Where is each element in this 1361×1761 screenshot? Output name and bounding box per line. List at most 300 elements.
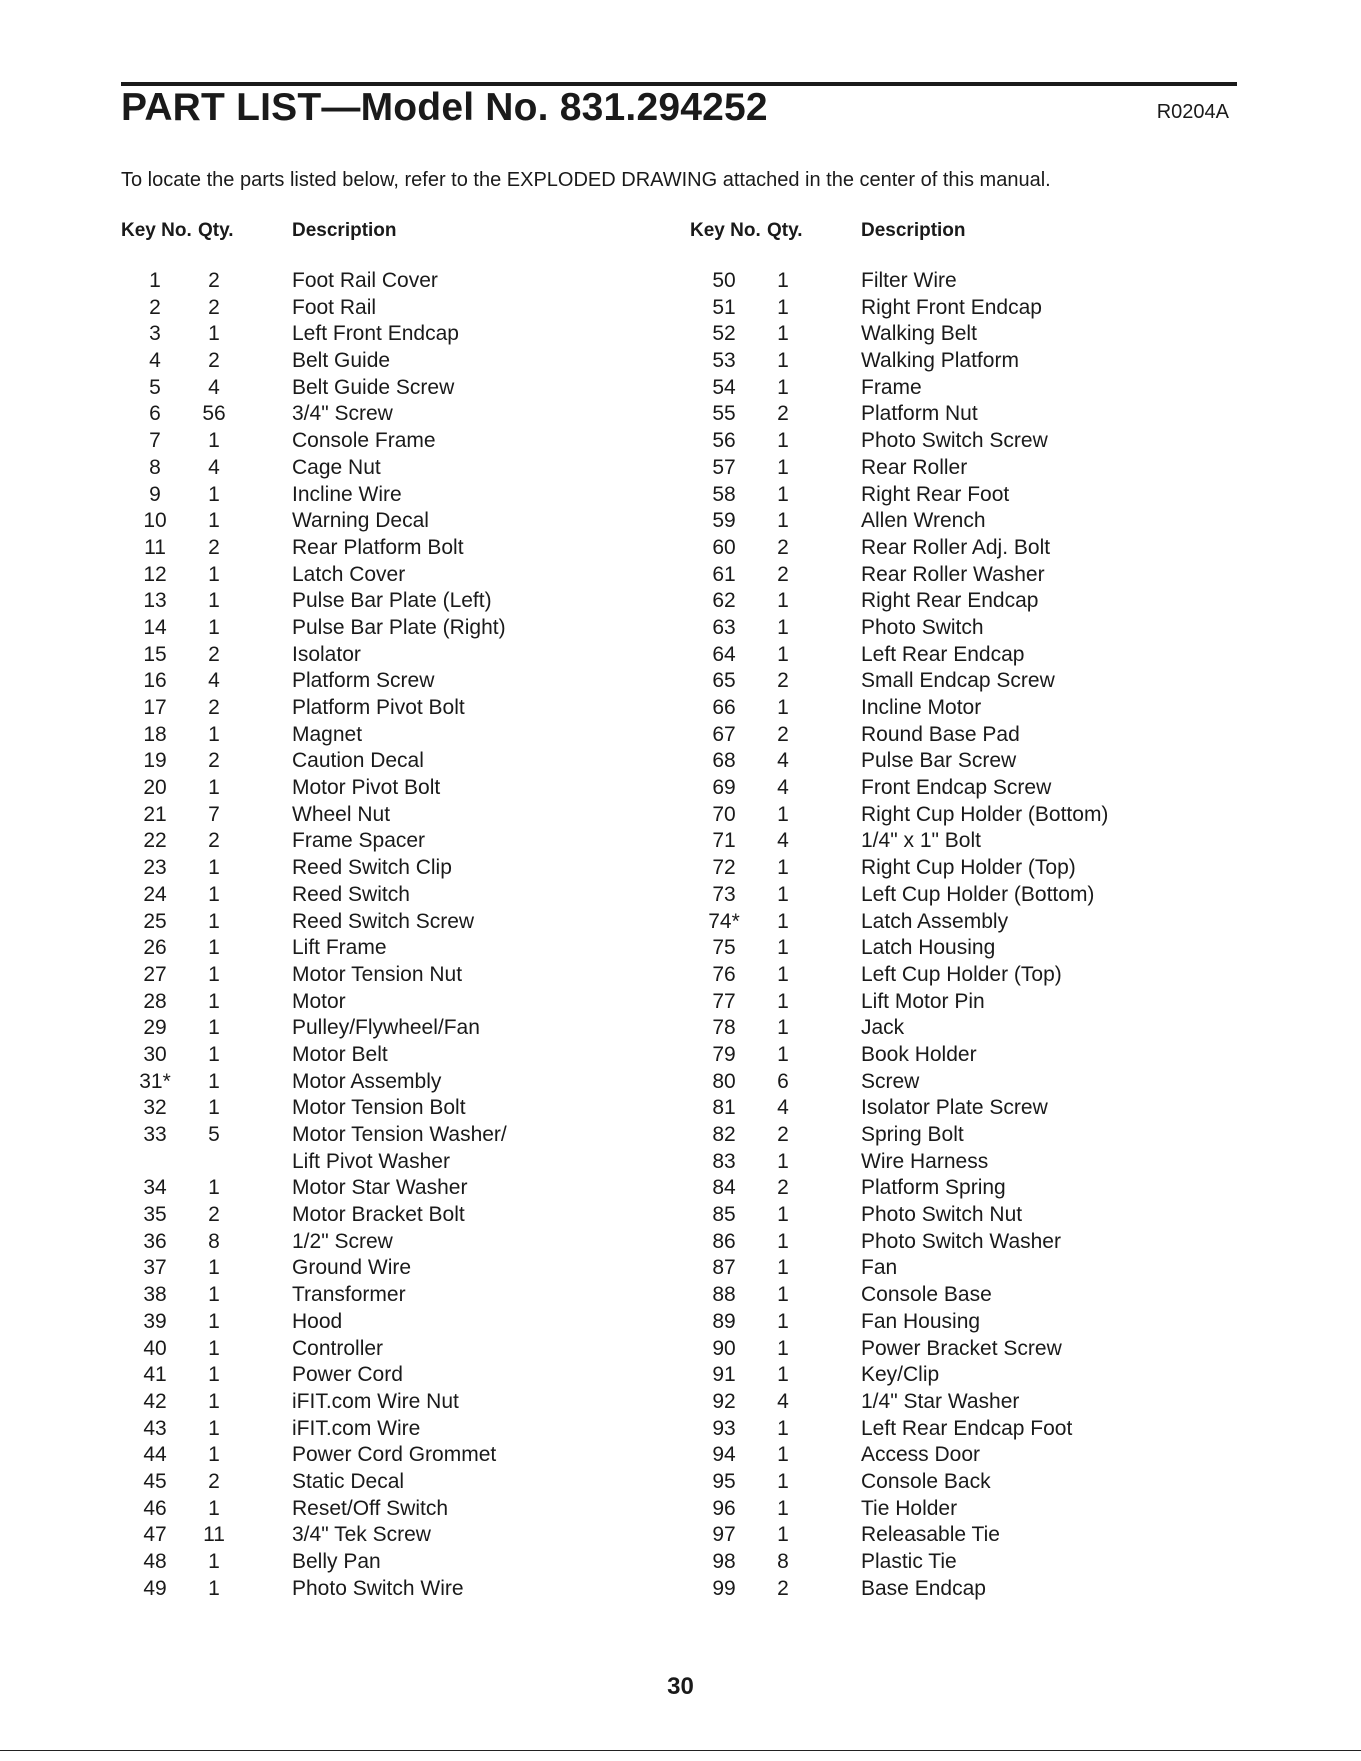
part-key-number: 86 [712,1229,736,1253]
part-key-number: 99 [712,1576,736,1600]
part-row [121,1255,681,1282]
part-key-number: 12 [143,562,167,586]
part-description: Transformer [292,1283,406,1307]
part-row [121,295,681,322]
part-quantity: 1 [208,1309,220,1333]
part-quantity: 1 [777,269,789,292]
part-quantity: 4 [208,455,220,479]
part-row [121,962,681,989]
part-row [690,642,1250,669]
part-key-number: 23 [143,856,167,880]
part-key-number: 35 [143,1203,167,1227]
part-key-number: 33 [143,1123,167,1146]
part-key-number: 53 [712,349,736,373]
part-quantity: 2 [208,269,220,292]
part-description: Allen Wrench [861,509,986,533]
part-row [121,588,681,615]
part-key-number: 92 [712,1389,736,1413]
part-row [690,775,1250,802]
part-row [121,428,681,455]
part-key-number: 5 [149,375,161,399]
part-description: Left Front Endcap [292,322,459,346]
part-quantity: 1 [777,1336,789,1360]
intro-text: To locate the parts listed below, refer to the EXPLODED DRAWING attached in the center of this manual. [121,169,1051,191]
part-key-number: 13 [143,589,167,613]
part-key-number: 3 [149,322,161,346]
part-row [690,1069,1250,1096]
part-quantity: 2 [777,1576,789,1600]
part-description: Pulse Bar Screw [861,749,1017,773]
part-quantity: 4 [208,375,220,399]
part-quantity: 5 [208,1123,220,1146]
part-row [121,562,681,589]
part-quantity: 1 [777,882,789,906]
part-quantity: 1 [777,295,789,319]
part-row [690,1576,1250,1603]
part-quantity: 1 [777,455,789,479]
part-quantity: 1 [208,1256,220,1280]
part-key-number: 22 [143,829,167,853]
part-row [121,1576,681,1603]
part-row [121,1095,681,1122]
part-quantity: 1 [208,962,220,986]
part-key-number: 89 [712,1309,736,1333]
part-key-number: 30 [143,1042,167,1066]
part-key-number: 55 [712,402,736,426]
part-description: Jack [861,1016,905,1040]
part-description: Ground Wire [292,1256,412,1280]
part-description: Lift Motor Pin [861,989,985,1013]
part-key-number: 77 [712,989,736,1013]
right-header-description: Description [861,220,966,241]
part-key-number: 41 [143,1363,167,1387]
part-key-number: 79 [712,1042,736,1066]
part-key-number: 85 [712,1203,736,1227]
page-number: 30 [667,1673,694,1700]
part-key-number: 14 [143,615,167,639]
part-key-number: 65 [712,669,736,693]
part-key-number: 52 [712,322,736,346]
part-description: Motor Star Washer [292,1176,468,1200]
left-header-key: Key No. [121,220,192,241]
part-quantity: 1 [208,509,220,533]
part-quantity: 1 [208,1283,220,1307]
part-description: iFIT.com Wire Nut [292,1389,459,1413]
part-row [690,882,1250,909]
part-row [121,748,681,775]
part-description: Isolator Plate Screw [861,1096,1048,1120]
part-row [121,1282,681,1309]
part-quantity: 1 [208,615,220,639]
part-key-number: 45 [143,1469,167,1493]
part-description: Console Frame [292,429,436,453]
part-quantity: 2 [777,722,789,746]
part-quantity: 1 [208,1496,220,1520]
part-description: Latch Assembly [861,909,1009,933]
part-row [121,535,681,562]
part-quantity: 1 [208,776,220,800]
part-row [690,1042,1250,1069]
part-description: 1/2" Screw [292,1229,393,1253]
part-quantity: 6 [777,1069,789,1093]
part-description: Right Front Endcap [861,295,1042,319]
part-key-number: 98 [712,1550,736,1573]
part-description: Power Cord Grommet [292,1443,497,1467]
part-key-number: 71 [712,829,736,853]
part-key-number: 88 [712,1283,736,1307]
part-description: Photo Switch [861,615,984,639]
part-quantity: 1 [777,509,789,533]
part-quantity: 2 [208,1469,220,1493]
page-title: PART LIST—Model No. 831.294252 [121,86,768,129]
part-row [690,855,1250,882]
part-description: Left Rear Endcap Foot [861,1416,1073,1440]
part-row [121,668,681,695]
part-row [690,1149,1250,1176]
part-key-number: 48 [143,1550,167,1573]
part-row [690,321,1250,348]
part-row [690,1469,1250,1496]
part-key-number: 81 [712,1096,736,1120]
part-row [690,1549,1250,1576]
part-row [121,321,681,348]
part-quantity: 4 [777,1096,789,1120]
part-description: Motor Belt [292,1042,388,1066]
part-quantity: 1 [777,1016,789,1040]
part-description: Spring Bolt [861,1123,964,1146]
part-key-number: 91 [712,1363,736,1387]
part-row [690,1015,1250,1042]
part-description: Power Bracket Screw [861,1336,1062,1360]
part-description: Motor Tension Nut [292,962,463,986]
part-row [690,1309,1250,1336]
part-description: Right Cup Holder (Bottom) [861,802,1109,826]
part-description: Cage Nut [292,455,381,479]
part-key-number: 31* [139,1069,171,1093]
part-row [121,909,681,936]
part-description: Small Endcap Screw [861,669,1055,693]
part-description: Isolator [292,642,361,666]
part-key-number: 57 [712,455,736,479]
part-quantity: 1 [777,322,789,346]
part-row [121,1069,681,1096]
part-description: Rear Roller Washer [861,562,1045,586]
part-row [690,1522,1250,1549]
part-row [690,295,1250,322]
part-description: Reed Switch [292,882,410,906]
part-description: Rear Roller [861,455,968,479]
part-key-number: 39 [143,1309,167,1333]
part-quantity: 2 [208,295,220,319]
part-key-number: 64 [712,642,736,666]
part-description: Photo Switch Screw [861,429,1048,453]
part-description: Right Rear Endcap [861,589,1039,613]
part-quantity: 1 [777,989,789,1013]
part-quantity: 1 [208,1069,220,1093]
part-quantity: 1 [777,1523,789,1547]
part-key-number: 26 [143,936,167,960]
part-row [690,1416,1250,1443]
part-description: Motor Tension Bolt [292,1096,466,1120]
part-description: Motor [292,989,346,1013]
part-key-number: 59 [712,509,736,533]
part-quantity: 8 [777,1550,789,1573]
part-description: Belly Pan [292,1550,381,1573]
part-row [690,962,1250,989]
part-quantity: 56 [202,402,226,426]
part-key-number: 7 [149,429,161,453]
parts-list-right [690,268,1250,1602]
part-quantity: 2 [208,749,220,773]
part-description: Foot Rail [292,295,377,319]
part-row [690,1389,1250,1416]
part-row [690,1496,1250,1523]
part-description: Reed Switch Screw [292,909,475,933]
part-row [690,428,1250,455]
part-key-number: 84 [712,1176,736,1200]
part-key-number: 28 [143,989,167,1013]
part-description: Screw [861,1069,920,1093]
part-quantity: 1 [777,375,789,399]
part-description: Platform Screw [292,669,435,693]
part-description: Wire Harness [861,1149,989,1173]
part-row [690,1202,1250,1229]
part-row [121,1522,681,1549]
part-key-number: 15 [143,642,167,666]
part-description: Belt Guide Screw [292,375,455,399]
part-row [121,642,681,669]
part-key-number: 2 [149,295,161,319]
part-key-number: 43 [143,1416,167,1440]
part-description: Motor Tension Washer/ [292,1123,507,1146]
part-row [690,989,1250,1016]
part-quantity: 1 [208,1096,220,1120]
part-key-number: 25 [143,909,167,933]
part-key-number: 97 [712,1523,736,1547]
part-key-number: 82 [712,1123,736,1146]
part-key-number: 76 [712,962,736,986]
part-quantity: 4 [777,829,789,853]
part-key-number: 46 [143,1496,167,1520]
part-row [121,1015,681,1042]
part-quantity: 1 [777,802,789,826]
part-description: Reset/Off Switch [292,1496,449,1520]
part-row [690,268,1250,295]
part-description: Warning Decal [292,509,429,533]
part-description: Wheel Nut [292,802,391,826]
part-description: Plastic Tie [861,1550,957,1573]
part-row [121,1149,681,1176]
part-quantity: 1 [777,1309,789,1333]
part-key-number: 94 [712,1443,736,1467]
part-description: Front Endcap Screw [861,776,1052,800]
part-description: Magnet [292,722,363,746]
part-description: Belt Guide [292,349,391,373]
part-row [121,855,681,882]
part-description: Photo Switch Wire [292,1576,464,1600]
part-quantity: 1 [208,1576,220,1600]
part-description: Lift Pivot Washer [292,1149,450,1173]
part-quantity: 1 [208,589,220,613]
part-row [121,1122,681,1149]
part-quantity: 1 [208,1016,220,1040]
part-key-number: 60 [712,535,736,559]
part-row [690,909,1250,936]
part-description: Frame Spacer [292,829,426,853]
part-key-number: 87 [712,1256,736,1280]
part-row [121,935,681,962]
part-quantity: 1 [208,1416,220,1440]
part-key-number: 8 [149,455,161,479]
part-description: Motor Assembly [292,1069,442,1093]
part-description: 3/4" Screw [292,402,393,426]
part-description: Left Rear Endcap [861,642,1025,666]
part-row [690,935,1250,962]
part-description: Fan Housing [861,1309,981,1333]
part-quantity: 1 [208,1176,220,1200]
part-row [121,828,681,855]
part-description: Base Endcap [861,1576,986,1600]
part-quantity: 1 [777,1256,789,1280]
part-key-number: 21 [143,802,167,826]
part-quantity: 1 [777,1283,789,1307]
part-description: Releasable Tie [861,1523,1000,1547]
part-quantity: 1 [208,1336,220,1360]
part-description: Caution Decal [292,749,424,773]
part-key-number: 62 [712,589,736,613]
part-description: Platform Spring [861,1176,1006,1200]
part-quantity: 1 [777,696,789,719]
part-row [690,1122,1250,1149]
part-row [121,1549,681,1576]
part-key-number: 90 [712,1336,736,1360]
part-quantity: 4 [777,749,789,773]
part-quantity: 2 [777,402,789,426]
part-key-number: 78 [712,1016,736,1040]
part-quantity: 2 [208,829,220,853]
part-quantity: 2 [777,562,789,586]
part-row [690,348,1250,375]
part-description: Round Base Pad [861,722,1020,746]
part-quantity: 2 [777,535,789,559]
part-key-number: 70 [712,802,736,826]
part-key-number: 80 [712,1069,736,1093]
part-key-number: 61 [712,562,736,586]
part-key-number: 32 [143,1096,167,1120]
part-description: 1/4" x 1" Bolt [861,829,981,853]
part-row [690,695,1250,722]
part-quantity: 1 [777,349,789,373]
part-quantity: 1 [208,1443,220,1467]
part-description: Photo Switch Nut [861,1203,1023,1227]
part-row [690,1362,1250,1389]
part-quantity: 1 [208,1042,220,1066]
part-description: Pulse Bar Plate (Right) [292,615,506,639]
part-row [690,508,1250,535]
part-quantity: 2 [208,1203,220,1227]
part-key-number: 38 [143,1283,167,1307]
part-quantity: 1 [208,1363,220,1387]
part-row [121,1416,681,1443]
part-description: Motor Bracket Bolt [292,1203,465,1227]
part-key-number: 66 [712,696,736,719]
part-row [690,1255,1250,1282]
part-key-number: 63 [712,615,736,639]
part-key-number: 49 [143,1576,167,1600]
part-row [690,1095,1250,1122]
part-row [690,1282,1250,1309]
part-description: Left Cup Holder (Top) [861,962,1062,986]
part-quantity: 2 [777,1176,789,1200]
part-row [121,695,681,722]
part-description: Reed Switch Clip [292,856,452,880]
part-quantity: 1 [777,1416,789,1440]
part-description: 3/4" Tek Screw [292,1523,431,1547]
part-description: Photo Switch Washer [861,1229,1061,1253]
part-description: Fan [861,1256,898,1280]
part-description: Console Base [861,1283,992,1307]
part-key-number: 83 [712,1149,736,1173]
part-quantity: 1 [777,429,789,453]
part-quantity: 1 [208,1389,220,1413]
part-key-number: 19 [143,749,167,773]
part-key-number: 10 [143,509,167,533]
part-quantity: 1 [777,962,789,986]
part-key-number: 50 [712,269,736,292]
part-quantity: 4 [777,1389,789,1413]
part-row [690,455,1250,482]
part-quantity: 1 [777,642,789,666]
part-quantity: 2 [208,535,220,559]
part-row [121,375,681,402]
part-key-number: 4 [149,349,161,373]
part-key-number: 44 [143,1443,167,1467]
part-row [121,1042,681,1069]
part-key-number: 42 [143,1389,167,1413]
part-quantity: 1 [777,1443,789,1467]
part-description: Pulse Bar Plate (Left) [292,589,492,613]
part-description: 1/4" Star Washer [861,1389,1020,1413]
part-row [121,482,681,509]
part-quantity: 1 [208,856,220,880]
part-description: Key/Clip [861,1363,940,1387]
right-header-key: Key No. [690,220,761,241]
part-row [121,615,681,642]
part-description: Left Cup Holder (Bottom) [861,882,1095,906]
part-key-number: 40 [143,1336,167,1360]
part-row [690,1442,1250,1469]
part-quantity: 1 [208,882,220,906]
part-row [690,535,1250,562]
part-quantity: 1 [208,989,220,1013]
part-row [121,1175,681,1202]
part-description: Power Cord [292,1363,403,1387]
part-row [690,615,1250,642]
part-description: Platform Nut [861,402,978,426]
part-row [121,1336,681,1363]
part-key-number: 93 [712,1416,736,1440]
part-quantity: 1 [208,429,220,453]
part-description: Walking Belt [861,322,977,346]
part-key-number: 17 [143,696,167,719]
part-quantity: 1 [208,722,220,746]
part-row [690,1336,1250,1363]
part-key-number: 27 [143,962,167,986]
part-row [121,802,681,829]
part-row [121,775,681,802]
part-quantity: 1 [777,1042,789,1066]
part-quantity: 1 [777,1363,789,1387]
